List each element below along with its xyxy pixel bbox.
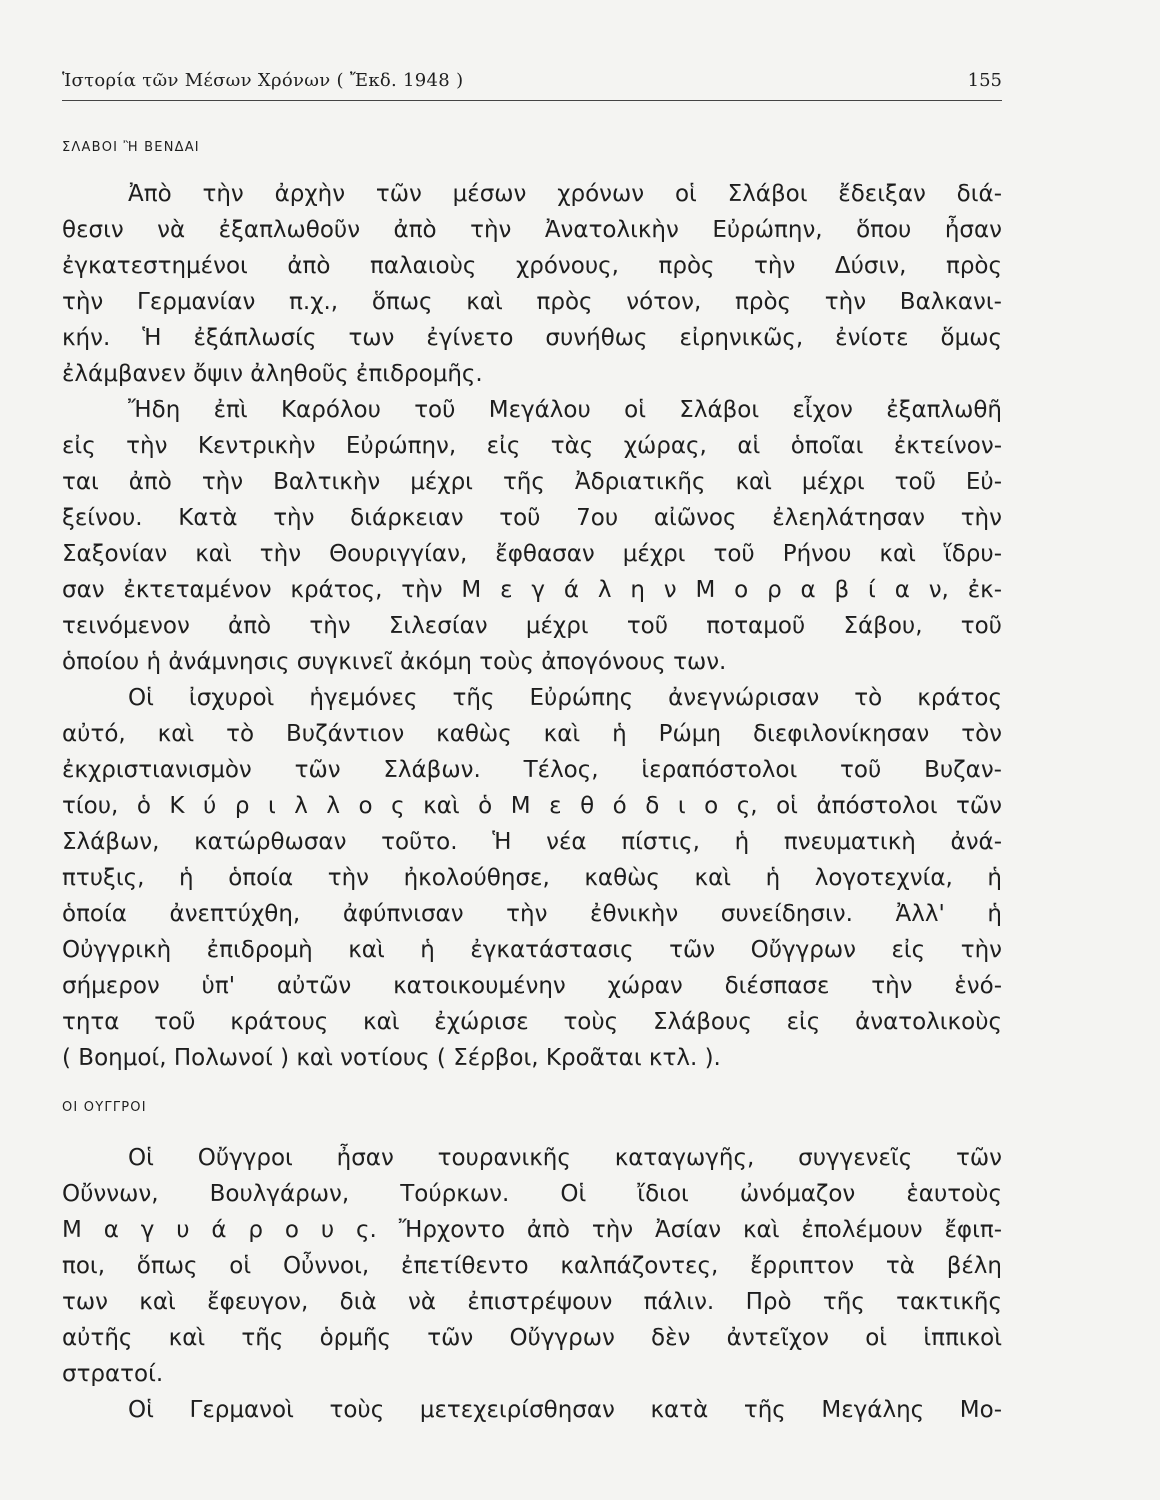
text-line: τητα τοῦ κράτους καὶ ἐχώρισε τοὺς Σλάβους εἰς ἀνατολικοὺς <box>62 1009 1002 1035</box>
text-line: ( Βοημοί, Πολωνοί ) καὶ νοτίους ( Σέρβοι, Κροᾶται κτλ. ). <box>62 1045 721 1071</box>
text-line: ται ἀπὸ τὴν Βαλτικὴν μέχρι τῆς Ἀδριατικῆς καὶ μέχρι τοῦ Εὐ- <box>62 469 1002 495</box>
text-line: σαν ἐκτεταμένον κράτος, τὴν Μ ε γ ά λ η ν Μ ο ρ α β ί α ν, ἐκ- <box>62 577 1002 603</box>
text-line: Οἱ Γερμανοὶ τοὺς μετεχειρίσθησαν κατὰ τῆς Μεγάλης Μο- <box>128 1397 1002 1423</box>
text-line: κήν. Ἡ ἐξάπλωσίς των ἐγίνετο συνήθως εἰρηνικῶς, ἐνίοτε ὅμως <box>62 325 1002 351</box>
text-line: θεσιν νὰ ἐξαπλωθοῦν ἀπὸ τὴν Ἀνατολικὴν Εὐρώπην, ὅπου ἦσαν <box>62 217 1002 243</box>
text-line: Ἤδη ἐπὶ Καρόλου τοῦ Μεγάλου οἱ Σλάβοι εἶχον ἐξαπλωθῆ <box>128 397 1002 423</box>
text-line: Μ α γ υ ά ρ ο υ ς. Ἤρχοντο ἀπὸ τὴν Ἀσίαν καὶ ἐπολέμουν ἔφιπ- <box>62 1217 1002 1243</box>
running-header <box>62 70 1002 101</box>
text-line: στρατοί. <box>62 1361 164 1387</box>
text-line: ὁποίου ἡ ἀνάμνησις συγκινεῖ ἀκόμη τοὺς ἀπογόνους των. <box>62 649 727 675</box>
section-heading-slavs: ΣΛΑΒΟΙ Ἢ ΒΕΝΔΑΙ <box>62 140 200 155</box>
page-number: 155 <box>967 70 1002 91</box>
text-line: Οὐγγρικὴ ἐπιδρομὴ καὶ ἡ ἐγκατάστασις τῶν Οὔγγρων εἰς τὴν <box>62 937 1002 963</box>
text-line: σήμερον ὑπ' αὐτῶν κατοικουμένην χώραν διέσπασε τὴν ἑνό- <box>62 973 1002 999</box>
text-line: αὐτό, καὶ τὸ Βυζάντιον καθὼς καὶ ἡ Ρώμη διεφιλονίκησαν τὸν <box>62 721 1002 747</box>
text-line: τίου, ὁ Κ ύ ρ ι λ λ ο ς καὶ ὁ Μ ε θ ό δ ι ο ς, οἱ ἀπόστολοι τῶν <box>62 793 1002 819</box>
text-line: των καὶ ἔφευγον, διὰ νὰ ἐπιστρέψουν πάλιν. Πρὸ τῆς τακτικῆς <box>62 1289 1002 1315</box>
text-line: ἐκχριστιανισμὸν τῶν Σλάβων. Τέλος, ἱεραπόστολοι τοῦ Βυζαν- <box>62 757 1002 783</box>
text-line: Οἱ ἰσχυροὶ ἡγεμόνες τῆς Εὐρώπης ἀνεγνώρισαν τὸ κράτος <box>128 685 1002 711</box>
text-line: Σαξονίαν καὶ τὴν Θουριγγίαν, ἔφθασαν μέχρι τοῦ Ρήνου καὶ ἵδρυ- <box>62 541 1002 567</box>
text-line: ποι, ὅπως οἱ Οὖννοι, ἐπετίθεντο καλπάζοντες, ἔρριπτον τὰ βέλη <box>62 1253 1002 1279</box>
text-line: ἐλάμβανεν ὄψιν ἀληθοῦς ἐπιδρομῆς. <box>62 361 483 387</box>
text-line: πτυξις, ἡ ὁποία τὴν ἠκολούθησε, καθὼς καὶ ἡ λογοτεχνία, ἡ <box>62 865 1002 891</box>
text-line: αὐτῆς καὶ τῆς ὁρμῆς τῶν Οὔγγρων δὲν ἀντεῖχον οἱ ἱππικοὶ <box>62 1325 1002 1351</box>
text-line: Σλάβων, κατώρθωσαν τοῦτο. Ἡ νέα πίστις, ἡ πνευματικὴ ἀνά- <box>62 829 1002 855</box>
text-line: ἐγκατεστημένοι ἀπὸ παλαιοὺς χρόνους, πρὸς τὴν Δύσιν, πρὸς <box>62 253 1002 279</box>
text-line: Ἀπὸ τὴν ἀρχὴν τῶν μέσων χρόνων οἱ Σλάβοι ἔδειξαν διά- <box>128 181 1002 207</box>
running-title: Ἱστορία τῶν Μέσων Χρόνων ( Ἔκδ. 1948 ) <box>62 70 464 91</box>
text-line: ξείνου. Κατὰ τὴν διάρκειαν τοῦ 7ου αἰῶνος ἐλεηλάτησαν τὴν <box>62 505 1002 531</box>
text-line: τεινόμενον ἀπὸ τὴν Σιλεσίαν μέχρι τοῦ ποταμοῦ Σάβου, τοῦ <box>62 613 1002 639</box>
text-line: ὁποία ἀνεπτύχθη, ἀφύπνισαν τὴν ἐθνικὴν συνείδησιν. Ἀλλ' ἡ <box>62 901 1002 927</box>
text-line: εἰς τὴν Κεντρικὴν Εὐρώπην, εἰς τὰς χώρας, αἱ ὁποῖαι ἐκτείνον- <box>62 433 1002 459</box>
text-line: Οὔννων, Βουλγάρων, Τούρκων. Οἱ ἴδιοι ὠνόμαζον ἑαυτοὺς <box>62 1181 1002 1207</box>
text-line: Οἱ Οὔγγροι ἦσαν τουρανικῆς καταγωγῆς, συγγενεῖς τῶν <box>128 1145 1002 1171</box>
text-line: τὴν Γερμανίαν π.χ., ὅπως καὶ πρὸς νότον, πρὸς τὴν Βαλκανι- <box>62 289 1002 315</box>
section-heading-hungarians: ΟΙ ΟΥΓΓΡΟΙ <box>62 1100 147 1115</box>
